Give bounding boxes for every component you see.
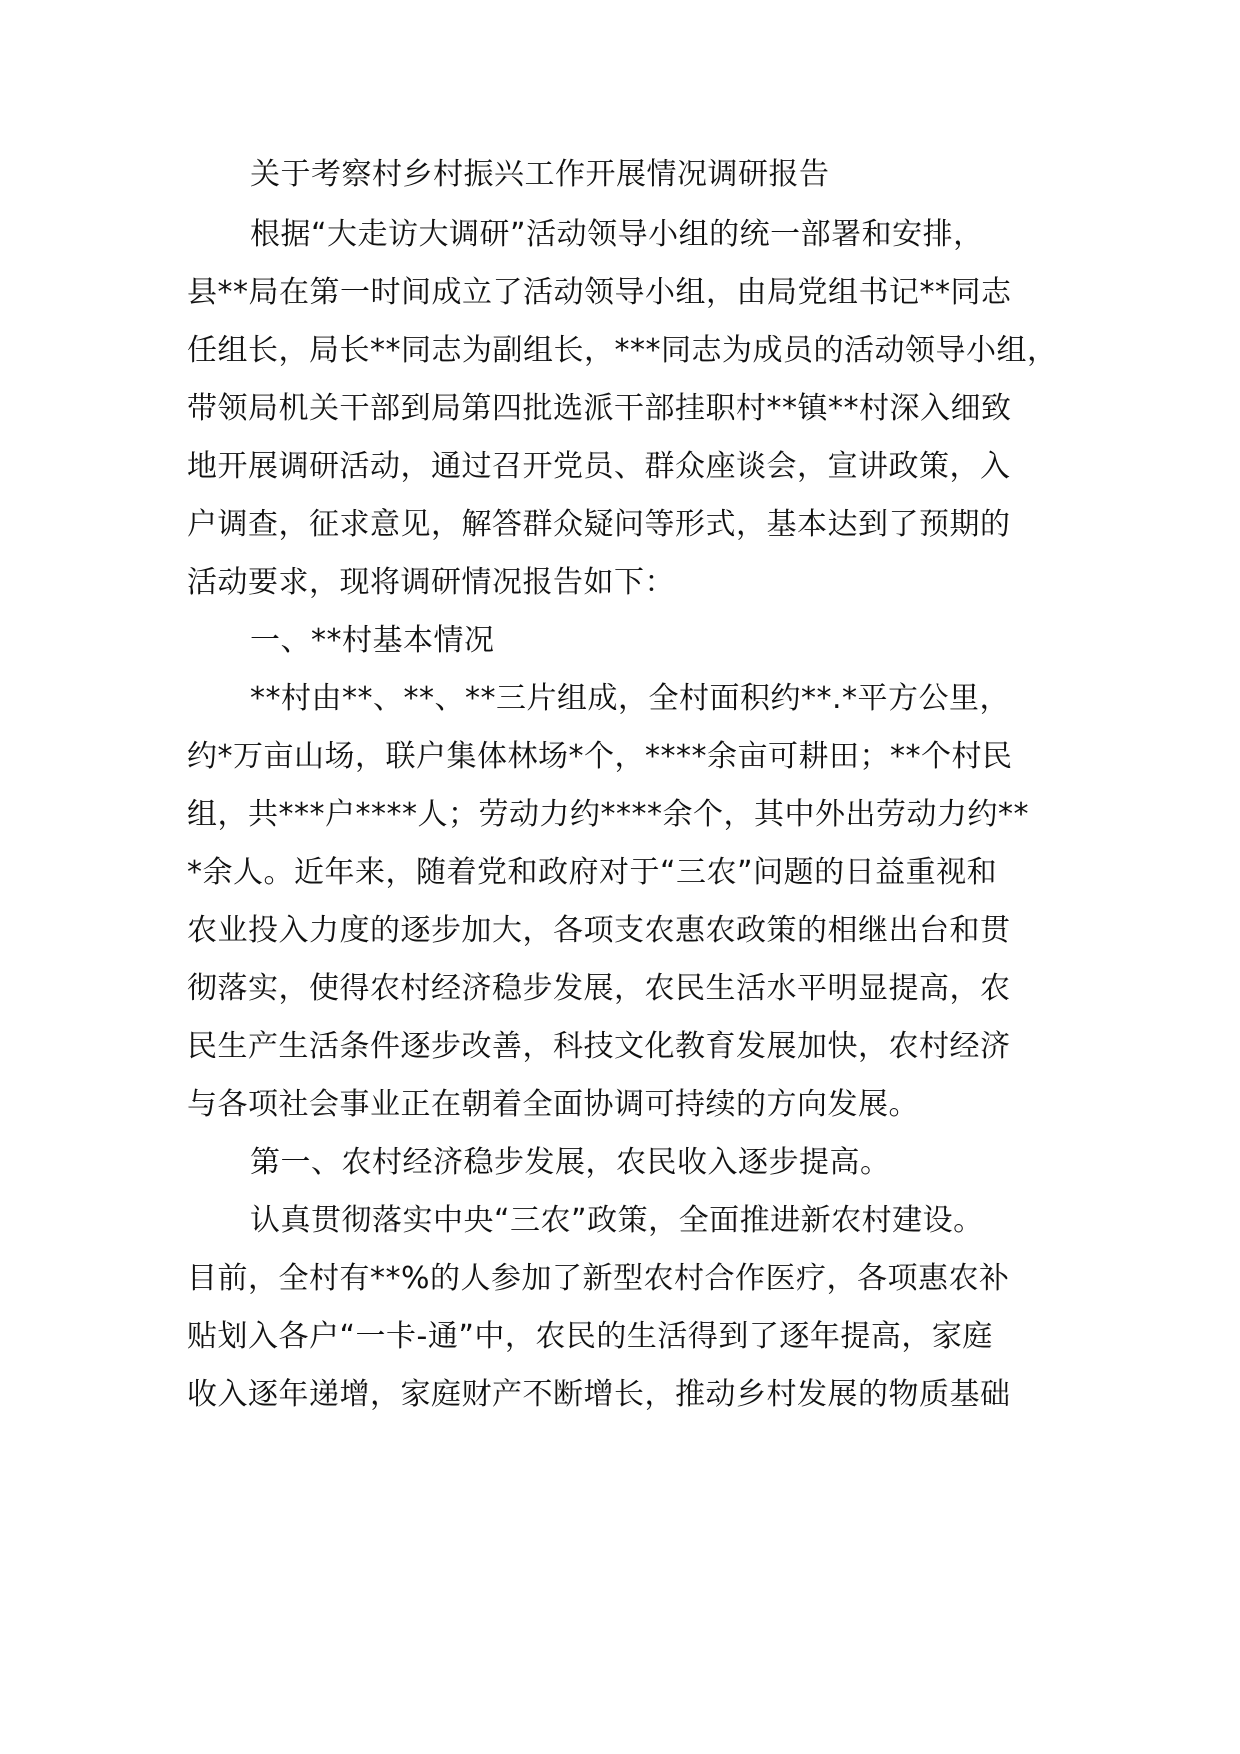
paragraph-line: 收入逐年递增，家庭财产不断增长，推动乡村发展的物质基础	[187, 1377, 1011, 1412]
paragraph-line: 民生产生活条件逐步改善，科技文化教育发展加快，农村经济	[187, 1029, 1011, 1064]
document-title: 关于考察村乡村振兴工作开展情况调研报告	[250, 157, 830, 192]
paragraph-line: *余人。近年来，随着党和政府对于“三农”问题的日益重视和	[187, 855, 998, 890]
paragraph-line: 与各项社会事业正在朝着全面协调可持续的方向发展。	[187, 1087, 919, 1122]
paragraph-line: 县**局在第一时间成立了活动领导小组，由局党组书记**同志	[187, 275, 1012, 310]
paragraph-line: 目前，全村有**%的人参加了新型农村合作医疗，各项惠农补	[187, 1261, 1010, 1296]
paragraph-line: 组，共***户****人；劳动力约****余个，其中外出劳动力约**	[187, 797, 1029, 832]
paragraph-line: 彻落实，使得农村经济稳步发展，农民生活水平明显提高，农	[187, 971, 1011, 1006]
paragraph-line: 根据“大走访大调研”活动领导小组的统一部署和安排，	[250, 217, 984, 252]
paragraph-line: 农业投入力度的逐步加大，各项支农惠农政策的相继出台和贯	[187, 913, 1011, 948]
section-heading: 一、**村基本情况	[250, 623, 495, 658]
paragraph-line: 认真贯彻落实中央“三农”政策，全面推进新农村建设。	[250, 1203, 984, 1238]
paragraph-line: **村由**、**、**三片组成，全村面积约**.*平方公里，	[250, 681, 1011, 716]
paragraph-line: 带领局机关干部到局第四批选派干部挂职村**镇**村深入细致	[187, 391, 1012, 426]
paragraph-line: 任组长，局长**同志为副组长，***同志为成员的活动领导小组，	[187, 333, 1058, 368]
paragraph-line: 户调查，征求意见，解答群众疑问等形式，基本达到了预期的	[187, 507, 1011, 542]
subsection-heading: 第一、农村经济稳步发展，农民收入逐步提高。	[250, 1145, 891, 1180]
paragraph-line: 约*万亩山场，联户集体林场*个，****余亩可耕田；**个村民	[187, 739, 1013, 774]
paragraph-line: 贴划入各户“一卡-通”中，农民的生活得到了逐年提高，家庭	[187, 1319, 993, 1354]
paragraph-line: 地开展调研活动，通过召开党员、群众座谈会，宣讲政策，入	[187, 449, 1011, 484]
paragraph-line: 活动要求，现将调研情况报告如下：	[187, 565, 675, 600]
